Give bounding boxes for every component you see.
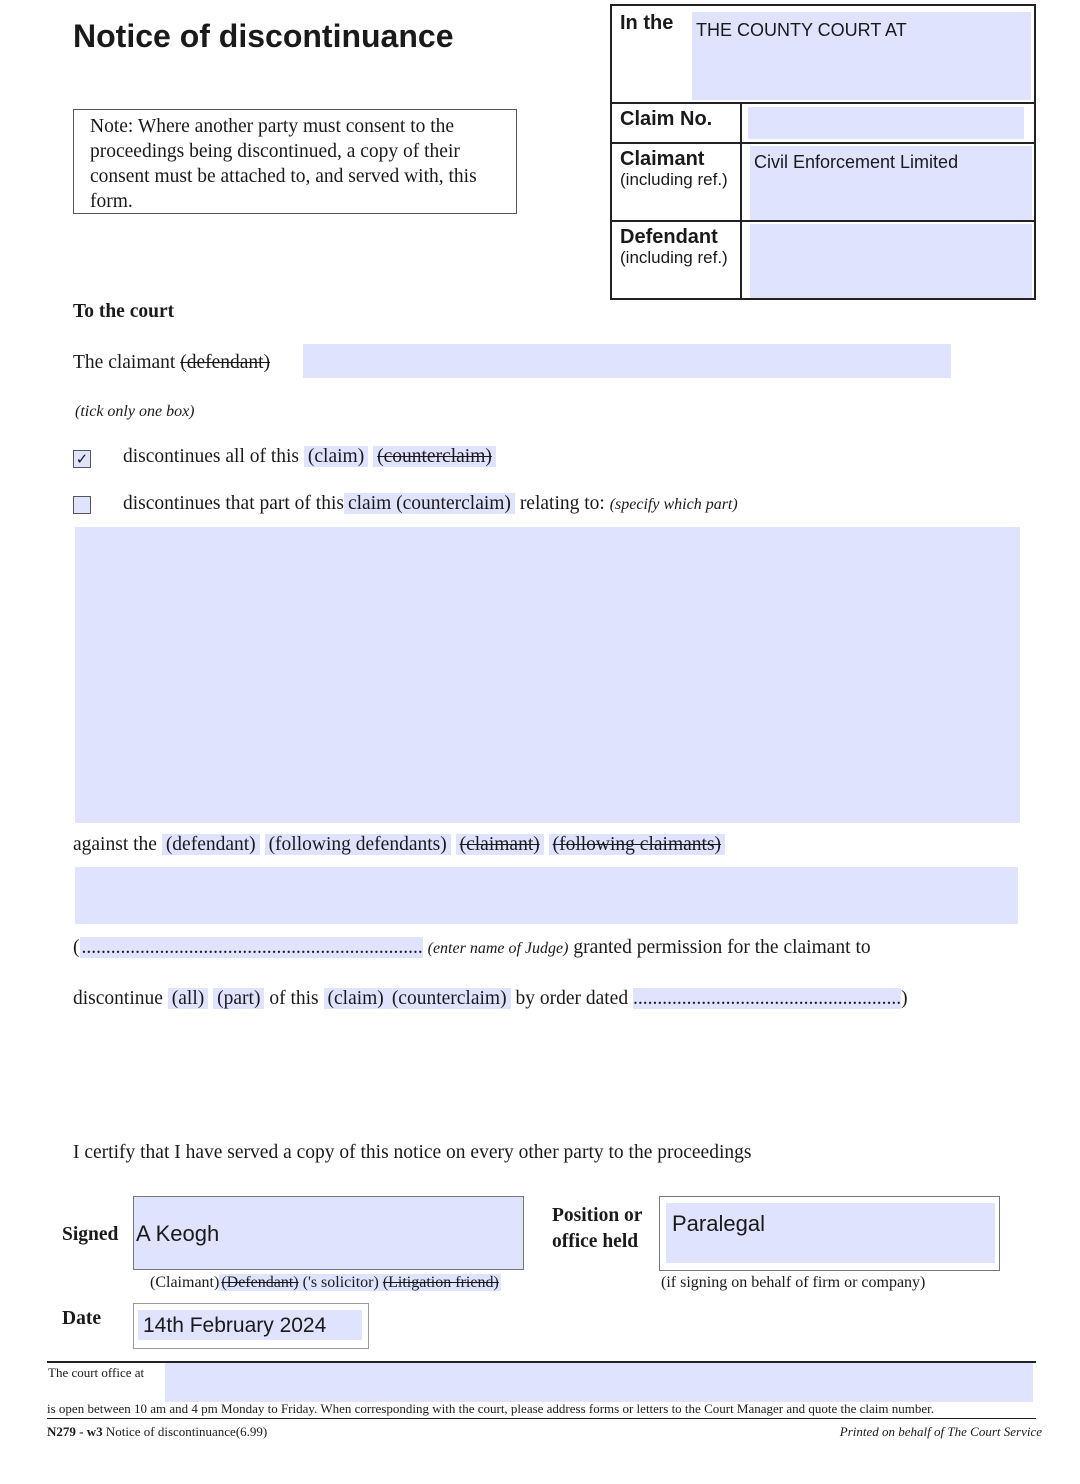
party-line	[73, 352, 270, 374]
opt2-claim-choice[interactable]: claim (counterclaim)	[344, 493, 515, 514]
discontinue-part-checkbox[interactable]	[73, 496, 91, 514]
defendant-struck-text: (defendant)	[180, 352, 271, 373]
role-solicitor-choice[interactable]: ('s solicitor)	[302, 1274, 379, 1291]
firm-signing-hint: (if signing on behalf of firm or company)	[661, 1274, 926, 1291]
judge-permission-line	[73, 937, 871, 959]
defendant-ref-hint: (including ref.)	[620, 248, 728, 267]
form-code: N279 - w3	[47, 1424, 103, 1439]
judge-name-hint: (enter name of Judge)	[427, 940, 569, 957]
against-defendant-choice[interactable]: (defendant)	[162, 834, 260, 855]
the-claimant-text: The claimant	[73, 352, 176, 373]
case-header-table	[610, 4, 1036, 300]
part-description-field[interactable]	[75, 527, 1020, 823]
printed-by-court-service: Printed on behalf of The Court Service	[839, 1424, 1042, 1439]
claim-no-label: Claim No.	[620, 108, 713, 130]
certify-statement: I certify that I have served a copy of this notice on every other party to the proceedings	[73, 1142, 752, 1163]
against-the-text: against the	[73, 834, 157, 855]
role-defendant-choice[interactable]: (Defendant)	[221, 1274, 299, 1291]
claimant-label-text: Claimant	[620, 148, 705, 170]
discontinue-all-text: discontinues all of this	[123, 446, 300, 467]
role-litigation-friend-choice[interactable]: (Litigation friend)	[382, 1274, 499, 1291]
judge-open-paren: (	[73, 937, 80, 958]
signature-field[interactable]: A Keogh	[133, 1196, 524, 1270]
form-title: Notice of discontinuance	[73, 18, 454, 54]
of-this-text: of this	[269, 988, 319, 1009]
position-box	[659, 1196, 1000, 1271]
footer-bottom-rule	[47, 1418, 1036, 1419]
by-order-dated-text: by order dated	[515, 988, 629, 1009]
claimant-label	[612, 144, 740, 193]
judge-name-field[interactable]: ......................................................................	[81, 937, 423, 958]
discontinue-all-checkbox[interactable]: ✓	[73, 450, 91, 468]
date-field[interactable]: 14th February 2024	[138, 1310, 362, 1340]
specify-part-hint: (specify which part)	[609, 496, 738, 513]
opt1-counterclaim-choice[interactable]: (counterclaim)	[373, 446, 496, 467]
against-following-defendants-choice[interactable]: (following defendants)	[265, 834, 451, 855]
disc-all-choice[interactable]: (all)	[168, 988, 208, 1009]
against-claimant-choice[interactable]: (claimant)	[456, 834, 544, 855]
party-name-field[interactable]	[303, 344, 951, 378]
granted-permission-text: granted permission for the claimant to	[573, 937, 871, 958]
against-following-claimants-choice[interactable]: (following claimants)	[549, 834, 725, 855]
date-box	[133, 1303, 369, 1349]
disc-claim-choice[interactable]: (claim)	[324, 988, 388, 1009]
discontinue-word: discontinue	[73, 988, 163, 1009]
discontinue-part-text: discontinues that part of this	[123, 493, 344, 514]
form-version: (6.99)	[235, 1424, 268, 1439]
order-line	[73, 988, 908, 1010]
position-label-line1: Position or	[552, 1205, 643, 1226]
against-line	[73, 834, 725, 856]
against-parties-field[interactable]	[75, 867, 1018, 924]
claimant-field[interactable]: Civil Enforcement Limited	[750, 146, 1032, 220]
form-name: Notice of discontinuance	[105, 1424, 236, 1439]
court-opening-hours: is open between 10 am and 4 pm Monday to Friday. When corresponding with the court, please address forms or letters to the Court Manager and quote the claim number.	[47, 1401, 935, 1416]
form-reference	[47, 1424, 267, 1440]
relating-to-text: relating to:	[519, 493, 605, 514]
disc-part-choice[interactable]: (part)	[213, 988, 264, 1009]
role-claimant-choice[interactable]: (Claimant)	[150, 1274, 220, 1291]
signed-label: Signed	[62, 1224, 119, 1245]
to-the-court-heading: To the court	[73, 301, 175, 322]
in-the-label: In the	[620, 12, 674, 34]
defendant-label	[612, 222, 740, 271]
position-label	[552, 1203, 642, 1255]
opt1-claim-choice[interactable]: (claim)	[304, 446, 368, 467]
court-name-field[interactable]: THE COUNTY COURT AT	[692, 12, 1031, 100]
discontinue-part-line	[123, 493, 738, 515]
position-field[interactable]: Paralegal	[666, 1203, 995, 1263]
position-label-line2: office held	[552, 1231, 639, 1252]
court-office-label: The court office at	[48, 1365, 145, 1380]
court-office-address-field[interactable]	[165, 1363, 1033, 1402]
claimant-ref-hint: (including ref.)	[620, 170, 728, 189]
discontinue-all-line	[123, 446, 496, 468]
disc-counterclaim-choice[interactable]: (counterclaim)	[388, 988, 511, 1009]
claim-no-field[interactable]	[748, 107, 1024, 139]
tick-one-hint: (tick only one box)	[75, 403, 195, 420]
date-label: Date	[62, 1308, 101, 1329]
consent-note: Note: Where another party must consent to the proceedings being discontinued, a copy of their consent must be attached to, and served with, this form.	[73, 109, 517, 214]
order-date-field[interactable]: .......................................................	[632, 988, 902, 1009]
defendant-field[interactable]	[750, 224, 1032, 298]
order-close-paren: )	[901, 988, 908, 1009]
signer-role-line	[150, 1274, 501, 1292]
defendant-label-text: Defendant	[620, 226, 718, 248]
